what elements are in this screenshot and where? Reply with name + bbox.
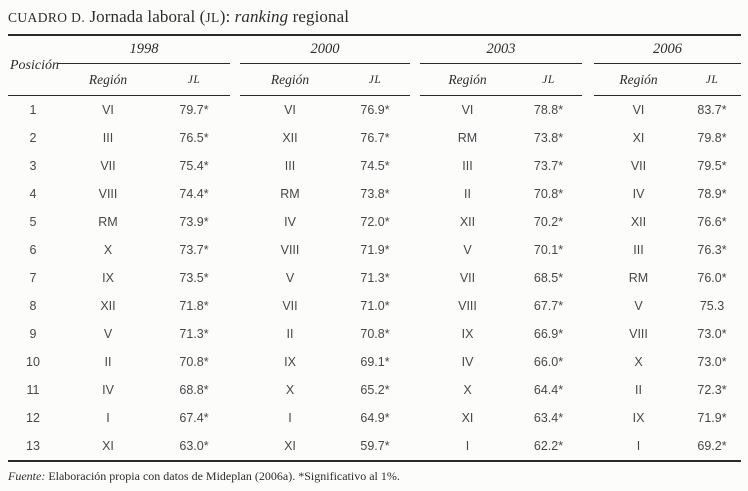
table-number-label: CUADRO D. [8, 10, 86, 25]
region-cell: VII [282, 299, 298, 313]
jl-value-cell: 71.9* [697, 411, 727, 425]
column-gap [582, 124, 594, 152]
column-gap [230, 208, 240, 236]
region-cell: III [102, 131, 114, 145]
jl-value-cell: 76.0* [697, 271, 727, 285]
column-gap [410, 152, 420, 180]
region-cell: RM [98, 215, 118, 229]
column-gap [582, 432, 594, 461]
column-gap [230, 404, 240, 432]
jl-value-cell: 73.0* [697, 327, 727, 341]
region-cell: I [636, 439, 641, 453]
jl-value-cell: 73.9* [179, 215, 209, 229]
jl-value-cell: 73.5* [179, 271, 209, 285]
jl-value-cell: 72.3* [697, 383, 727, 397]
region-cell: XII [459, 215, 476, 229]
ranking-table [8, 34, 741, 462]
subheader-row [8, 64, 741, 96]
column-gap [230, 180, 240, 208]
region-cell: XI [284, 439, 296, 453]
jl-value-cell: 73.8* [360, 187, 390, 201]
region-cell: I [465, 439, 470, 453]
source-note-text: Elaboración propia con datos de Mideplan (2006a). *Significativo al 1%. [45, 469, 400, 483]
region-cell: VIII [629, 327, 648, 341]
column-gap [582, 376, 594, 404]
column-gap [582, 348, 594, 376]
jl-column-header: JL [515, 64, 582, 96]
region-column-header: Región [58, 64, 158, 96]
jl-value-cell: 69.1* [360, 355, 390, 369]
region-cell: VIII [98, 187, 118, 201]
jl-value-cell: 70.8* [360, 327, 390, 341]
region-cell: IX [632, 411, 645, 425]
title-ranking-word: ranking [234, 7, 289, 26]
region-cell: IV [461, 355, 474, 369]
title-suffix: regional [288, 7, 350, 26]
table-row [8, 376, 741, 404]
jl-value-cell: 76.3* [697, 243, 727, 257]
title-colon: ): [219, 7, 235, 26]
region-column-header: Región [420, 64, 515, 96]
column-gap [230, 264, 240, 292]
column-gap [582, 96, 594, 125]
jl-value-cell: 70.1* [533, 243, 564, 257]
jl-value-cell: 74.5* [360, 159, 390, 173]
region-column-header: Región [240, 64, 340, 96]
jl-value-cell: 75.3 [699, 299, 725, 313]
region-cell: V [634, 299, 643, 313]
year-header-2006: 2006 [594, 35, 741, 64]
table-row [8, 96, 741, 125]
column-gap [410, 35, 420, 64]
column-gap [410, 348, 420, 376]
region-cell: V [285, 271, 295, 285]
column-gap [410, 432, 420, 461]
region-cell: VII [630, 159, 647, 173]
region-cell: X [463, 383, 472, 397]
position-cell: 11 [26, 383, 40, 397]
position-cell: 10 [26, 355, 40, 369]
region-cell: XII [100, 299, 116, 313]
jl-value-cell: 62.2* [533, 439, 564, 453]
jl-value-cell: 73.7* [179, 243, 209, 257]
jl-value-cell: 67.4* [179, 411, 209, 425]
region-cell: II [464, 187, 471, 201]
jl-value-cell: 68.8* [179, 383, 209, 397]
region-cell: XI [632, 131, 645, 145]
region-cell: II [635, 383, 642, 397]
year-header-2003: 2003 [420, 35, 582, 64]
column-gap [410, 320, 420, 348]
column-gap [410, 124, 420, 152]
table-row [8, 320, 741, 348]
table-row [8, 236, 741, 264]
table-body [8, 96, 741, 462]
jl-value-cell: 70.2* [533, 215, 564, 229]
column-gap [230, 432, 240, 461]
jl-value-cell: 63.0* [179, 439, 209, 453]
table-row [8, 152, 741, 180]
column-gap [230, 96, 240, 125]
table-row [8, 264, 741, 292]
jl-value-cell: 66.0* [533, 355, 564, 369]
column-gap [582, 264, 594, 292]
jl-value-cell: 76.5* [179, 131, 209, 145]
column-gap [410, 376, 420, 404]
column-gap [410, 96, 420, 125]
jl-value-cell: 64.4* [533, 383, 564, 397]
column-gap [582, 292, 594, 320]
position-cell: 1 [29, 103, 37, 117]
region-cell: IX [102, 271, 114, 285]
column-gap [410, 264, 420, 292]
region-cell: IX [284, 355, 296, 369]
region-cell: VIII [458, 299, 477, 313]
column-gap [230, 348, 240, 376]
fuente-label: Fuente: [8, 469, 46, 483]
jl-value-cell: 72.0* [360, 215, 390, 229]
column-gap [582, 320, 594, 348]
table-row [8, 432, 741, 461]
region-cell: XI [102, 439, 114, 453]
jl-value-cell: 68.5* [533, 271, 564, 285]
jl-value-cell: 70.8* [179, 355, 209, 369]
region-cell: I [288, 411, 292, 425]
region-cell: XII [630, 215, 647, 229]
jl-value-cell: 65.2* [360, 383, 390, 397]
region-cell: RM [280, 187, 300, 201]
position-cell: 3 [29, 159, 37, 173]
jl-value-cell: 66.9* [533, 327, 564, 341]
column-gap [582, 152, 594, 180]
jl-column-header: JL [158, 64, 230, 96]
title-jl-abbrev: JL [205, 10, 220, 25]
column-gap [410, 404, 420, 432]
table-row [8, 348, 741, 376]
region-cell: IX [461, 327, 474, 341]
table-row [8, 404, 741, 432]
column-gap [410, 236, 420, 264]
region-cell: VI [284, 103, 296, 117]
jl-value-cell: 76.7* [360, 131, 390, 145]
jl-value-cell: 73.0* [697, 355, 727, 369]
jl-column-header: JL [683, 64, 741, 96]
jl-value-cell: 71.8* [179, 299, 209, 313]
region-cell: VI [102, 103, 114, 117]
source-note [8, 462, 741, 484]
jl-value-cell: 71.3* [360, 271, 390, 285]
region-cell: XI [461, 411, 474, 425]
region-cell: V [103, 327, 113, 341]
region-cell: III [633, 243, 644, 257]
jl-value-cell: 75.4* [179, 159, 209, 173]
column-gap [230, 124, 240, 152]
region-cell: II [104, 355, 112, 369]
column-gap [230, 376, 240, 404]
jl-value-cell: 76.6* [697, 215, 727, 229]
position-cell: 4 [29, 187, 37, 201]
jl-value-cell: 74.4* [179, 187, 209, 201]
jl-value-cell: 63.4* [533, 411, 564, 425]
region-cell: RM [457, 131, 478, 145]
region-cell: IV [284, 215, 296, 229]
region-cell: III [462, 159, 473, 173]
jl-value-cell: 71.9* [360, 243, 390, 257]
column-gap [582, 404, 594, 432]
region-cell: II [286, 327, 294, 341]
position-cell: 12 [26, 411, 40, 425]
position-cell: 2 [29, 131, 37, 145]
table-row [8, 180, 741, 208]
jl-value-cell: 71.3* [179, 327, 209, 341]
title-text: Jornada laboral ( [85, 7, 206, 26]
column-gap [410, 64, 420, 96]
region-cell: IV [632, 187, 645, 201]
column-gap [230, 35, 240, 64]
region-cell: RM [628, 271, 649, 285]
year-header-1998: 1998 [58, 35, 230, 64]
jl-value-cell: 78.9* [697, 187, 727, 201]
region-cell: VI [632, 103, 645, 117]
table-header [8, 35, 741, 96]
column-gap [230, 236, 240, 264]
jl-value-cell: 73.8* [533, 131, 564, 145]
region-cell: VII [459, 271, 476, 285]
jl-value-cell: 69.2* [697, 439, 727, 453]
region-cell: X [285, 383, 295, 397]
region-cell: VIII [280, 243, 300, 257]
jl-value-cell: 83.7* [697, 103, 727, 117]
column-gap [230, 152, 240, 180]
jl-column-header: JL [340, 64, 410, 96]
year-header-2000: 2000 [240, 35, 410, 64]
column-gap [410, 180, 420, 208]
jl-value-cell: 79.7* [179, 103, 209, 117]
column-gap [582, 35, 594, 64]
column-gap [410, 292, 420, 320]
jl-value-cell: 78.8* [533, 103, 564, 117]
position-cell: 9 [29, 327, 37, 341]
table-row [8, 292, 741, 320]
column-gap [582, 180, 594, 208]
region-cell: I [106, 411, 110, 425]
position-column-header: Posición [8, 35, 58, 96]
jl-value-cell: 67.7* [533, 299, 564, 313]
jl-value-cell: 64.9* [360, 411, 390, 425]
region-cell: V [463, 243, 472, 257]
region-cell: X [103, 243, 113, 257]
region-cell: VII [100, 159, 116, 173]
jl-value-cell: 76.9* [360, 103, 390, 117]
table-row [8, 208, 741, 236]
column-gap [582, 236, 594, 264]
table-row [8, 124, 741, 152]
position-cell: 6 [29, 243, 37, 257]
jl-value-cell: 79.5* [697, 159, 727, 173]
position-cell: 8 [29, 299, 37, 313]
jl-value-cell: 79.8* [697, 131, 727, 145]
position-cell: 7 [29, 271, 37, 285]
region-cell: IV [102, 383, 114, 397]
region-cell: XII [282, 131, 298, 145]
jl-value-cell: 73.7* [533, 159, 564, 173]
jl-value-cell: 70.8* [533, 187, 564, 201]
column-gap [410, 208, 420, 236]
column-gap [230, 64, 240, 96]
jl-value-cell: 59.7* [360, 439, 390, 453]
year-header-row [8, 35, 741, 64]
column-gap [582, 208, 594, 236]
region-column-header: Región [594, 64, 683, 96]
column-gap [230, 320, 240, 348]
jl-value-cell: 71.0* [360, 299, 390, 313]
position-cell: 5 [29, 215, 37, 229]
column-gap [230, 292, 240, 320]
region-cell: VI [461, 103, 474, 117]
region-cell: X [634, 355, 643, 369]
position-cell: 13 [26, 439, 40, 453]
column-gap [582, 64, 594, 96]
table-title [8, 7, 741, 28]
region-cell: III [284, 159, 296, 173]
